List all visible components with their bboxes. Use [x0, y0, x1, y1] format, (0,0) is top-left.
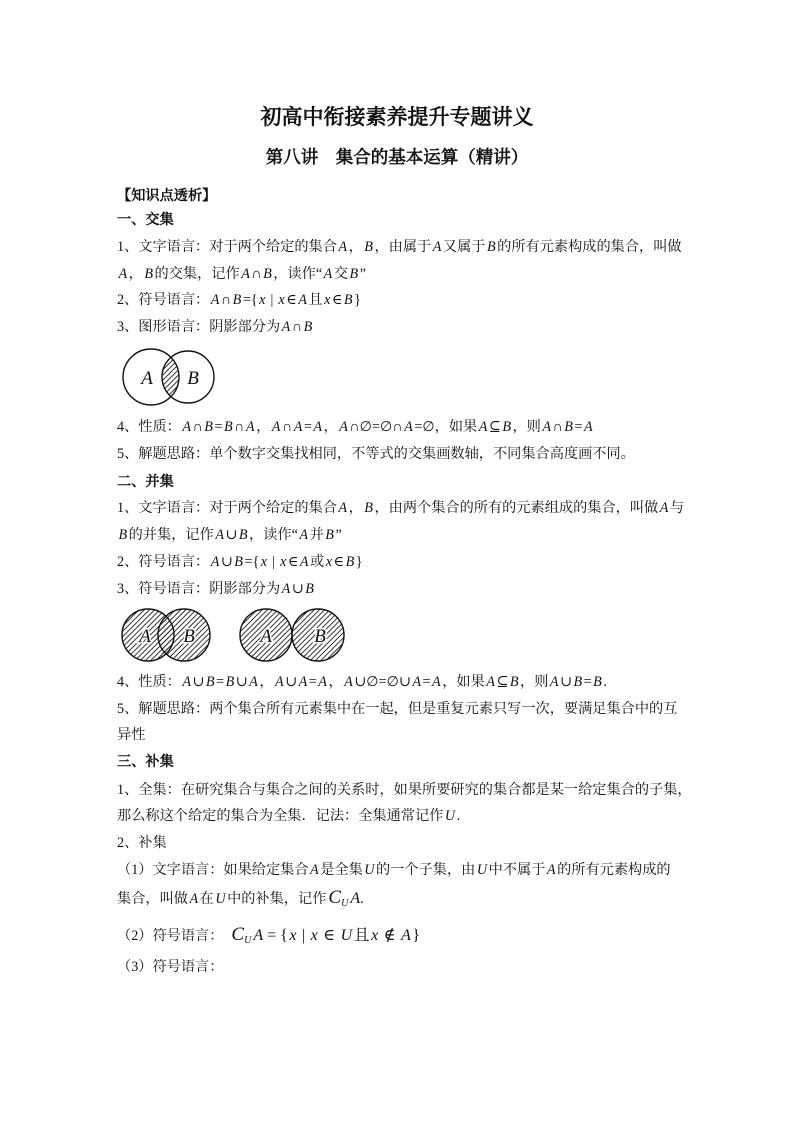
math-symbol: A	[118, 266, 128, 282]
document-title: 初高中衔接素养提升专题讲义	[260, 106, 534, 129]
math-symbol: A	[310, 862, 319, 878]
text-run: ，则	[512, 419, 541, 435]
math-symbol: A	[542, 419, 552, 435]
intersection-graphic-line	[117, 317, 314, 337]
text-run: 在	[199, 891, 214, 907]
text-run: ”	[335, 527, 342, 543]
text-run: ∪	[560, 674, 572, 690]
math-symbol: B	[349, 266, 359, 282]
math-symbol: x	[259, 292, 266, 308]
text-run: =	[308, 674, 317, 690]
complement-symbolic-line	[117, 925, 420, 951]
math-symbol: x	[371, 927, 379, 944]
complement-heading: 三、补集	[117, 754, 174, 770]
text-run: ∪	[235, 674, 248, 690]
union-overlapping-venn-diagram	[118, 604, 218, 666]
text-run: ∈	[287, 554, 299, 570]
text-run: ∩	[251, 266, 262, 282]
set-b-label: B	[183, 626, 195, 647]
math-symbol: x	[325, 554, 333, 570]
text-run: ∪	[192, 674, 205, 690]
text-run: ∪	[285, 674, 298, 690]
complement-verbal-line-2-text	[117, 891, 326, 907]
math-symbol: A	[299, 527, 309, 543]
set-a-label: A	[260, 626, 272, 647]
universal-set-line-1: 1、全集：在研究集合与集合之间的关系时，如果所要研究的集合都是某一给定集合的子集，	[117, 782, 692, 798]
math-symbol: B	[303, 319, 313, 335]
sentence-period: .	[360, 891, 364, 907]
text-run: =∅，如果	[414, 419, 478, 435]
intersection-symbolic-line	[117, 290, 361, 310]
text-run: =	[422, 674, 431, 690]
math-symbol: x	[310, 927, 318, 944]
complement-graphic-label: （3）符号语言：	[117, 959, 224, 975]
text-run: 那么称这个给定的集合为全集．记法：全集通常记作	[117, 808, 444, 824]
union-definition-line-1	[117, 498, 684, 518]
text-run: }	[355, 554, 363, 570]
section-label: 【知识点透析】	[117, 188, 217, 204]
complement-symbolic-label: （2）符号语言：	[117, 928, 224, 944]
text-run: =	[574, 419, 583, 435]
complement-verbal-line-2	[117, 888, 364, 914]
math-symbol: B	[593, 674, 602, 690]
math-symbol: A	[298, 292, 307, 308]
union-symbolic-line	[117, 552, 363, 572]
union-disjoint-venn-diagram	[236, 604, 348, 666]
math-symbol: A	[583, 419, 593, 435]
union-graphic-line	[117, 579, 315, 599]
text-run: ，	[328, 674, 343, 690]
math-symbol: B	[205, 674, 215, 690]
math-symbol: A	[338, 239, 348, 255]
text-run: 的并集，记作	[128, 527, 214, 543]
math-symbol: B	[573, 674, 583, 690]
text-run: ，则	[520, 674, 549, 690]
text-run: ∪	[220, 554, 233, 570]
text-run: ∩	[291, 319, 303, 335]
text-run: 且	[353, 927, 370, 944]
text-run: = {	[263, 927, 288, 944]
complement-universal-subscript: U	[341, 898, 349, 909]
math-symbol: B	[345, 554, 355, 570]
math-symbol: B	[509, 674, 519, 690]
math-symbol: A	[546, 862, 556, 878]
union-properties-line	[117, 672, 607, 692]
complement-symbol: C	[328, 887, 342, 908]
text-run: ∈	[331, 292, 343, 308]
math-symbol: x	[289, 927, 297, 944]
text-run: ，	[259, 674, 274, 690]
set-a-label: A	[141, 368, 153, 389]
text-run: ={	[244, 554, 260, 570]
math-symbol: A	[659, 500, 669, 516]
text-run: ∩	[552, 419, 563, 435]
text-run: 与	[669, 500, 685, 516]
math-symbol: B	[325, 527, 334, 543]
intersection-heading: 一、交集	[117, 212, 174, 228]
text-run: ，	[323, 419, 338, 435]
text-run: ∈	[333, 554, 345, 570]
math-symbol: A	[249, 674, 258, 690]
math-symbol: B	[238, 527, 248, 543]
math-symbol: A	[404, 419, 413, 435]
text-run: ∩	[234, 419, 245, 435]
text-run: ，	[128, 266, 143, 282]
text-run: 中的补集，记作	[227, 891, 327, 907]
math-symbol: A	[210, 554, 220, 570]
set-b-label: B	[314, 626, 326, 647]
set-b-label: B	[187, 368, 199, 389]
math-symbol: A	[318, 674, 327, 690]
math-symbol: A	[299, 554, 309, 570]
math-symbol: x	[278, 292, 285, 308]
math-symbol: A	[412, 674, 422, 690]
math-symbol: A	[281, 319, 291, 335]
math-symbol: A	[313, 419, 323, 435]
math-symbol: A	[271, 419, 281, 435]
math-symbol: A	[549, 674, 559, 690]
text-run: |	[266, 292, 277, 308]
math-symbol: A	[338, 500, 348, 516]
complement-notation	[231, 924, 264, 946]
text-run: =	[303, 419, 312, 435]
text-run: ∩	[220, 292, 232, 308]
text-run: |	[297, 927, 310, 944]
text-run: ，读作“	[273, 266, 323, 282]
text-run: .	[456, 808, 461, 824]
math-symbol: A	[339, 419, 348, 435]
math-symbol: A	[323, 266, 333, 282]
union-strategy-line-2: 异性	[117, 727, 146, 743]
intersection-definition-line-1	[117, 237, 682, 257]
text-run: ，如果	[442, 674, 485, 690]
math-symbol: A	[281, 581, 291, 597]
math-symbol: U	[340, 927, 353, 944]
text-run: ，	[256, 419, 271, 435]
math-symbol: A	[432, 239, 442, 255]
union-heading: 二、并集	[117, 474, 174, 490]
text-run: 交	[333, 266, 349, 282]
complement-formula-rest	[263, 927, 420, 944]
math-symbol: A	[275, 674, 284, 690]
math-symbol: A	[478, 419, 488, 435]
math-symbol: B	[223, 419, 233, 435]
text-run: ⊆	[488, 419, 501, 435]
text-run: （1）文字语言：如果给定集合	[117, 862, 309, 878]
text-run: ，	[348, 500, 363, 516]
complement-set-symbol: A	[350, 890, 361, 907]
math-symbol: A	[486, 674, 495, 690]
math-symbol: U	[364, 862, 375, 878]
math-symbol: A	[210, 292, 220, 308]
intersection-venn-diagram	[118, 346, 218, 408]
text-run: ，	[348, 239, 363, 255]
text-run: 又属于	[442, 239, 486, 255]
text-run: }	[412, 927, 421, 944]
math-symbol: x	[260, 554, 268, 570]
text-run: 1、文字语言：对于两个给定的集合	[117, 500, 337, 516]
text-run: ，由两个集合的所有的元素组成的集合，叫做	[374, 500, 659, 516]
text-run: 并	[309, 527, 324, 543]
math-symbol: U	[215, 891, 226, 907]
math-symbol: B	[305, 581, 314, 597]
text-run: ∪	[225, 527, 238, 543]
complement-universal-subscript: U	[244, 935, 252, 946]
text-run: 3、图形语言：阴影部分为	[117, 319, 281, 335]
text-run: 4、性质：	[117, 419, 181, 435]
math-symbol: A	[215, 527, 224, 543]
text-run: 2、符号语言：	[117, 554, 210, 570]
text-run: ∪	[291, 581, 304, 597]
math-symbol: A	[293, 419, 303, 435]
text-run: 的所有元素构成的集合，叫做	[497, 239, 682, 255]
text-run: 或	[310, 554, 325, 570]
text-run: ∩∅=∅∩	[349, 419, 403, 435]
lecture-subtitle: 第八讲 集合的基本运算（精讲）	[265, 147, 529, 167]
text-run: ∩	[192, 419, 203, 435]
text-run: ∉	[379, 927, 400, 944]
math-symbol: B	[144, 266, 154, 282]
text-run: 3、符号语言：阴影部分为	[117, 581, 281, 597]
math-symbol: x	[280, 554, 287, 570]
text-run: 的所有元素构成的	[557, 862, 671, 878]
set-a-label: A	[139, 626, 151, 647]
complement-formula	[229, 924, 421, 946]
text-run: ∩	[281, 419, 293, 435]
math-symbol: B	[486, 239, 496, 255]
math-symbol: A	[189, 891, 199, 907]
text-run: ，由属于	[374, 239, 432, 255]
text-run: =	[216, 674, 225, 690]
text-run: 4、性质：	[117, 674, 181, 690]
text-run: 集合，叫做	[117, 891, 188, 907]
complement-subheading: 2、补集	[117, 835, 167, 851]
math-symbol: A	[344, 674, 353, 690]
text-run: 2、符号语言：	[117, 292, 210, 308]
text-run: 1、文字语言：对于两个给定的集合	[117, 239, 337, 255]
math-symbol: B	[564, 419, 573, 435]
text-run: |	[268, 554, 279, 570]
math-symbol: B	[364, 500, 373, 516]
complement-set-symbol: A	[253, 927, 264, 944]
math-symbol: A	[401, 927, 411, 944]
math-symbol: A	[432, 674, 441, 690]
text-run: ={	[242, 292, 258, 308]
text-run: =	[583, 674, 592, 690]
math-symbol: B	[364, 239, 373, 255]
math-symbol: B	[263, 266, 272, 282]
math-symbol: U	[444, 808, 456, 824]
union-strategy-line-1: 5、解题思路：两个集合所有元素集中在一起，但是重复元素只写一次，要满足集合中的互	[117, 701, 678, 717]
text-run: 是全集	[320, 862, 363, 878]
math-symbol: A	[182, 419, 192, 435]
math-symbol: U	[476, 862, 488, 878]
text-run: ∈	[286, 292, 297, 308]
text-run: ∈	[319, 927, 340, 944]
math-symbol: A	[182, 674, 192, 690]
intersection-definition-line-2	[117, 264, 366, 284]
text-run: ，读作“	[249, 527, 298, 543]
math-symbol: x	[324, 292, 331, 308]
intersection-properties-line	[117, 417, 594, 437]
universal-set-line-2	[117, 806, 460, 826]
math-symbol: B	[204, 419, 213, 435]
text-run: ”	[359, 266, 367, 282]
text-run: ∪∅=∅∪	[354, 674, 411, 690]
complement-verbal-line-1	[117, 860, 671, 880]
text-run: ⊆	[496, 674, 509, 690]
math-symbol: B	[502, 419, 511, 435]
complement-notation	[328, 887, 361, 909]
text-run: 中不属于	[488, 862, 546, 878]
intersection-strategy-line: 5、解题思路：单个数字交集找相同，不等式的交集画数轴，不同集合高度画不同。	[117, 446, 635, 462]
text-run: 且	[308, 292, 323, 308]
union-definition-line-2	[117, 525, 342, 545]
math-symbol: B	[343, 292, 353, 308]
text-run: 的交集，记作	[154, 266, 240, 282]
math-symbol: B	[232, 292, 242, 308]
math-symbol: B	[234, 554, 243, 570]
math-symbol: A	[245, 419, 255, 435]
math-symbol: A	[241, 266, 250, 282]
math-symbol: A	[298, 674, 308, 690]
text-run: 的一个子集，由	[376, 862, 476, 878]
text-run: .	[603, 674, 607, 690]
math-symbol: B	[118, 527, 128, 543]
complement-symbol: C	[231, 924, 245, 945]
math-symbol: B	[225, 674, 235, 690]
text-run: =	[214, 419, 223, 435]
text-run: }	[354, 292, 361, 308]
